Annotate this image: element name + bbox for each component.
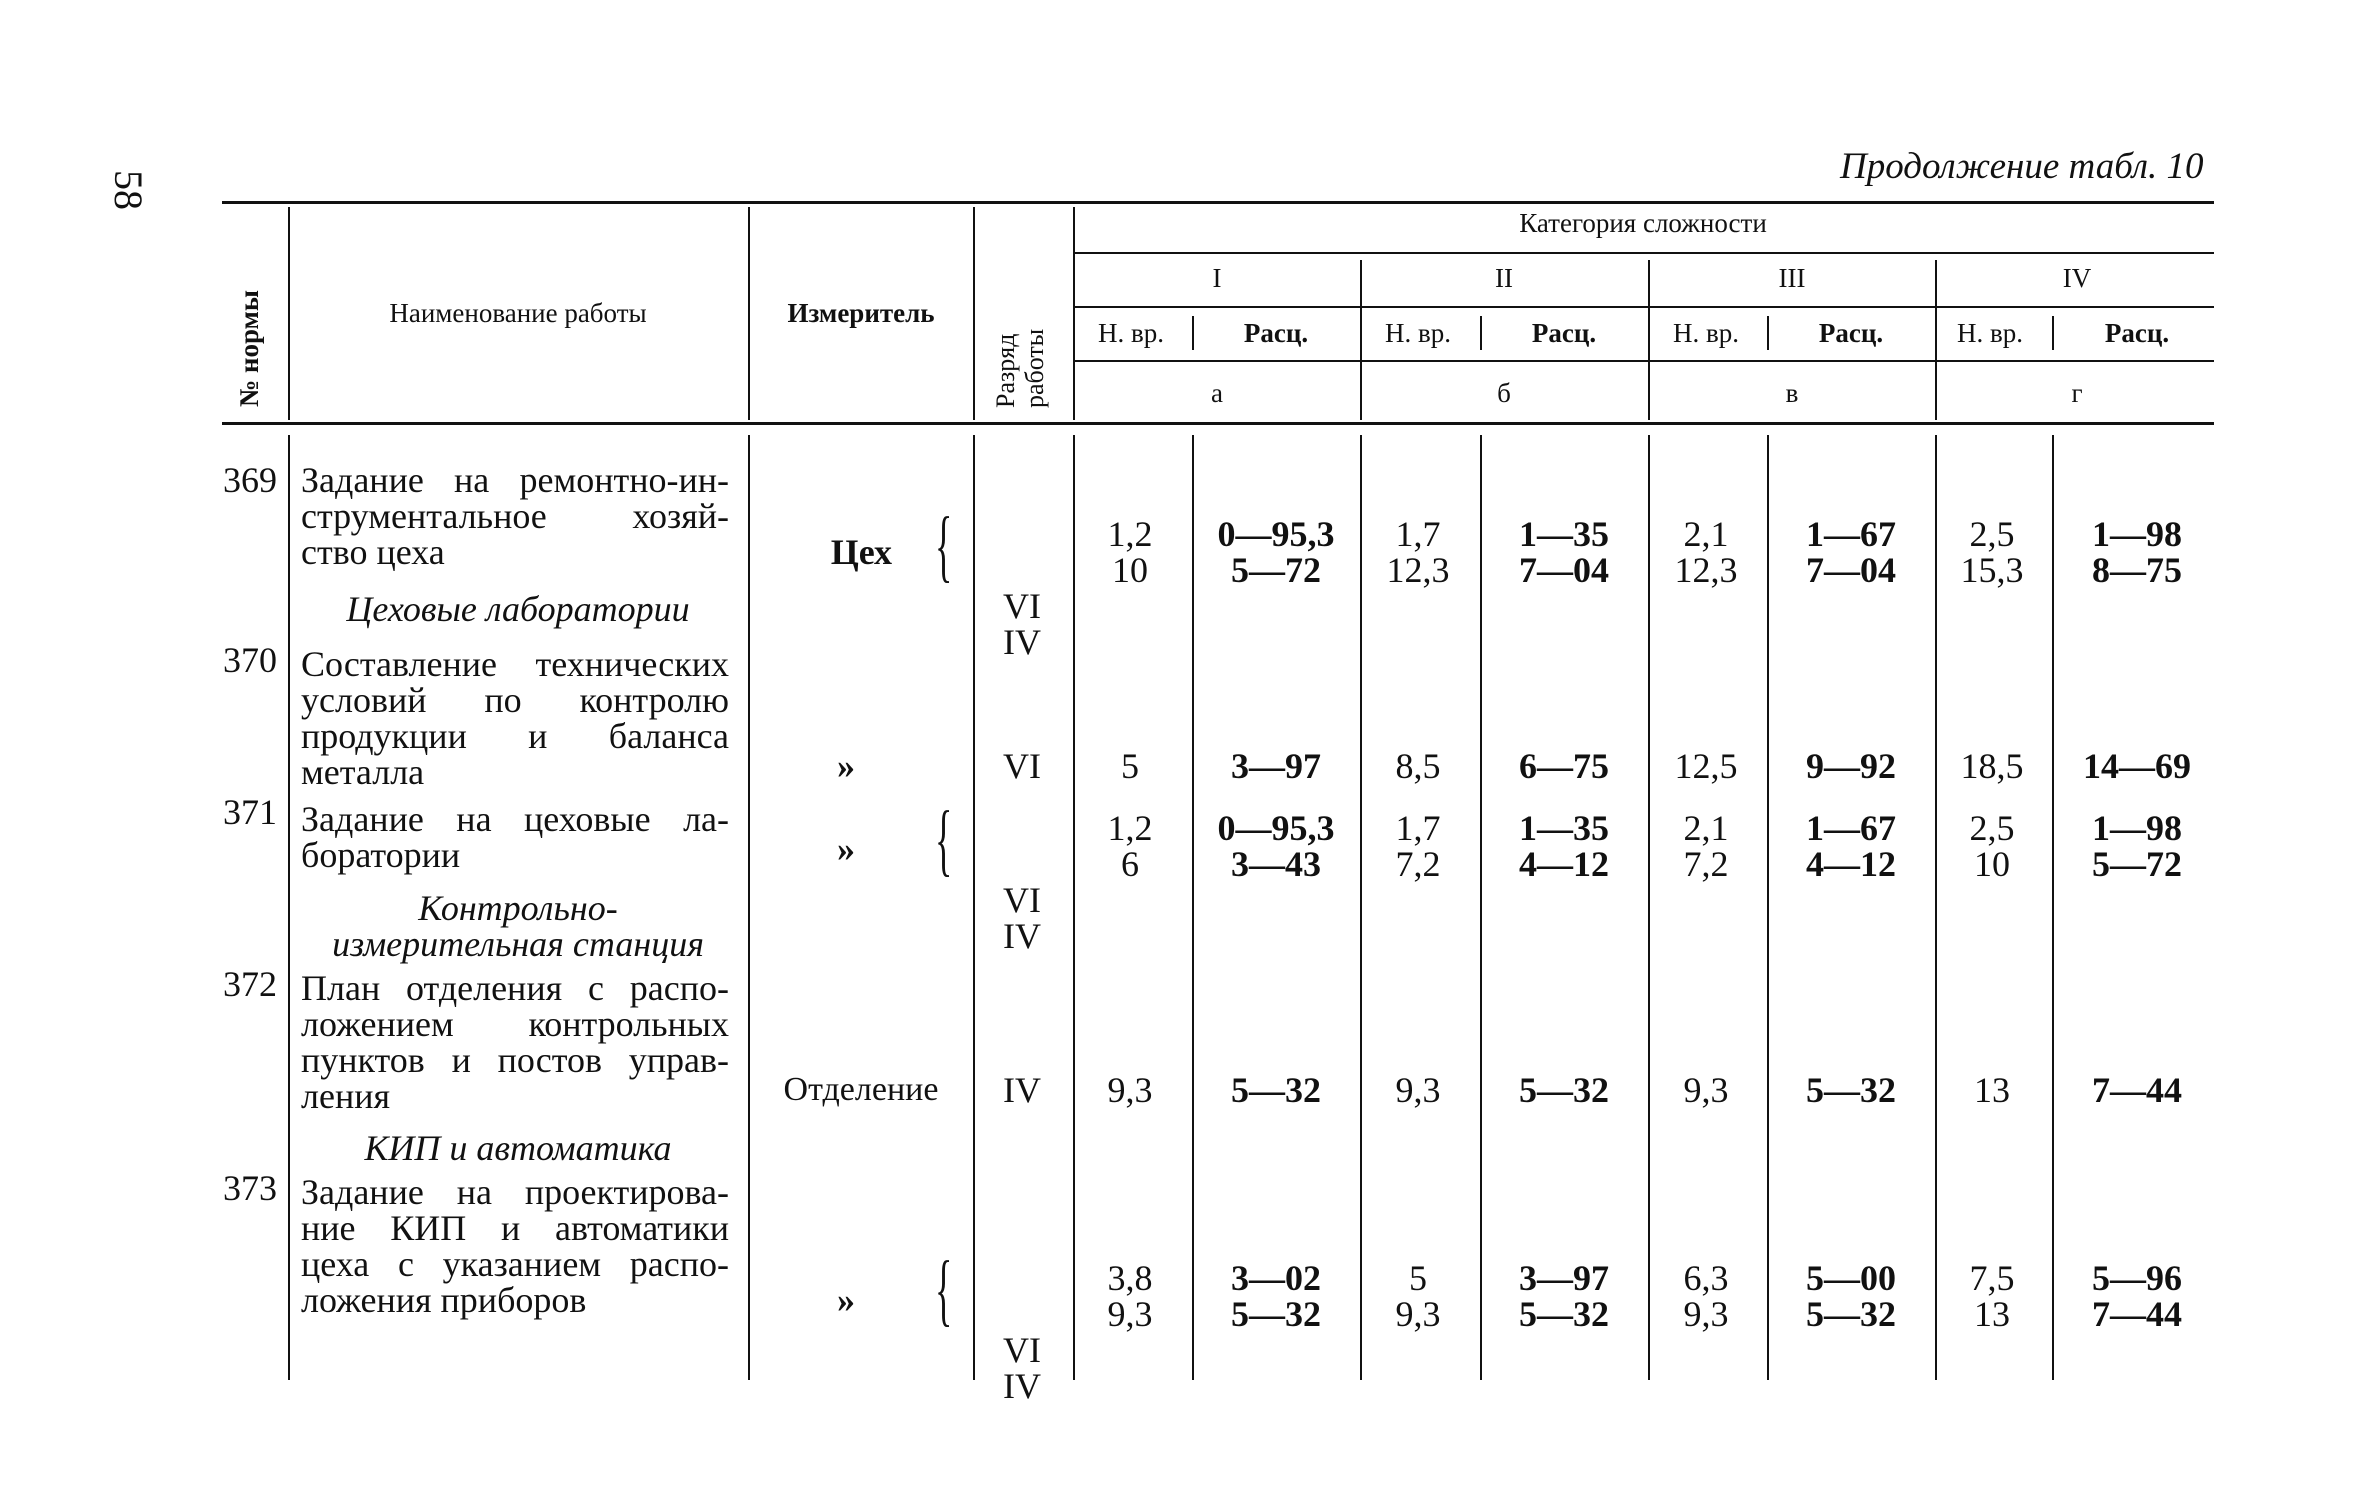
table-continuation-caption: Продолжение табл. 10 [1840,146,2204,187]
row-370-unit: » [837,746,855,786]
row-370-rate-a: 3—97 [1231,746,1321,786]
row-369-time-a: 1,2 10 [1107,514,1153,590]
row-369-rate-b: 1—35 7—04 [1519,514,1609,590]
header-divider [1073,207,1075,420]
section-heading: Цеховые лаборатории [346,589,690,629]
row-373-brace: { [935,1246,953,1334]
row-371-time-v: 2,1 7,2 [1683,808,1729,884]
row-373-rate-a: 3—02 5—32 [1231,1258,1321,1334]
row-372-time-g: 13 [1974,1070,2010,1110]
row-372-grade: IV [1003,1070,1041,1110]
row-370-rate-b: 6—75 [1519,746,1609,786]
row-371-name: Задание на цеховые ла- боратории [301,799,729,875]
section-heading: Контрольно- [418,888,618,928]
row-369-rate-v: 1—67 7—04 [1806,514,1896,590]
col-time-3: Н. вр. [1673,318,1739,348]
row-371-rate-b: 1—35 4—12 [1519,808,1609,884]
col-rate-3: Расц. [1818,318,1884,348]
category-2: II [1495,263,1513,293]
row-371-no: 371 [223,792,277,832]
row-369-rate-g: 1—98 8—75 [2092,514,2182,590]
row-369-grade: VI IV [1003,586,1041,662]
row-369-time-b: 1,7 12,3 [1386,514,1450,590]
row-372-name: План отделения с распо- ложением контрольных пунктов и постов управ- ления [301,968,729,1116]
row-369-time-v: 2,1 12,3 [1674,514,1738,590]
body-divider [1648,435,1650,1380]
row-371-grade: VI IV [1003,880,1041,956]
letter-a: а [1211,378,1223,408]
row-369-unit: Цех [830,532,892,572]
col-time-2: Н. вр. [1385,318,1451,348]
row-373-grade: VI IV [1003,1330,1041,1406]
row-370-time-v: 12,5 [1674,746,1738,786]
body-divider [1935,435,1937,1380]
body-divider [288,435,290,1380]
col-rate-1: Расц. [1243,318,1309,348]
row-373-time-a: 3,8 9,3 [1107,1258,1153,1334]
row-370-time-b: 8,5 [1395,746,1441,786]
section-heading: измерительная станция [332,924,704,964]
body-divider [748,435,750,1380]
row-370-name: Составление технических условий по контролю продукции и баланса металла [301,644,729,792]
row-371-time-g: 2,5 10 [1969,808,2015,884]
row-369-no: 369 [223,460,277,500]
row-371-rate-a: 0—95,3 3—43 [1217,808,1335,884]
body-divider [1192,435,1194,1380]
col-time-1: Н. вр. [1098,318,1164,348]
body-divider [1073,435,1075,1380]
row-370-rate-g: 14—69 [2083,746,2191,786]
row-369-time-g: 2,5 15,3 [1960,514,2024,590]
row-369-brace: { [935,502,953,590]
subheader-rule [1073,360,2214,362]
row-373-rate-v: 5—00 5—32 [1806,1258,1896,1334]
row-372-rate-v: 5—32 [1806,1070,1896,1110]
header-grade-line1: Разряд [991,333,1020,408]
subheader-separator [1480,316,1482,350]
body-divider [1767,435,1769,1380]
section-heading: КИП и автоматика [364,1128,672,1168]
header-complexity: Категория сложности [1519,208,1767,238]
category-1: I [1212,263,1222,293]
header-unit: Измеритель [787,298,935,328]
letter-v: в [1785,378,1799,408]
row-370-grade: VI [1003,746,1041,786]
category-3: III [1778,263,1806,293]
row-373-time-b: 5 9,3 [1395,1258,1441,1334]
row-373-unit: » [837,1280,855,1320]
body-divider [973,435,975,1380]
body-divider [2052,435,2054,1380]
row-369-name: Задание на ремонтно-ин- струментальное хозяй- ство цеха [301,460,729,572]
subheader-separator [1192,316,1194,350]
row-372-time-a: 9,3 [1107,1070,1153,1110]
col-time-4: Н. вр. [1957,318,2023,348]
row-373-time-g: 7,5 13 [1969,1258,2015,1334]
row-372-rate-b: 5—32 [1519,1070,1609,1110]
col-rate-2: Расц. [1531,318,1597,348]
row-372-time-b: 9,3 [1395,1070,1441,1110]
row-373-time-v: 6,3 9,3 [1683,1258,1729,1334]
header-bottom-rule [222,422,2214,425]
row-371-time-b: 1,7 7,2 [1395,808,1441,884]
col-rate-4: Расц. [2104,318,2170,348]
row-371-brace: { [935,796,953,884]
header-divider [288,207,290,420]
complexity-rule [1073,252,2214,254]
header-divider [1648,260,1650,420]
row-372-rate-a: 5—32 [1231,1070,1321,1110]
subheader-separator [2052,316,2054,350]
header-norm-no: № нормы [234,289,264,407]
row-370-no: 370 [223,640,277,680]
row-370-rate-v: 9—92 [1806,746,1896,786]
header-work-name: Наименование работы [389,298,647,328]
row-370-time-a: 5 [1121,746,1139,786]
category-4: IV [2062,263,2092,293]
row-373-rate-b: 3—97 5—32 [1519,1258,1609,1334]
row-371-rate-v: 1—67 4—12 [1806,808,1896,884]
header-grade-line2: работы [1020,328,1049,408]
row-372-rate-g: 7—44 [2092,1070,2182,1110]
row-371-time-a: 1,2 6 [1107,808,1153,884]
row-373-no: 373 [223,1168,277,1208]
row-371-rate-g: 1—98 5—72 [2092,808,2182,884]
row-373-name: Задание на проектирова- ние КИП и автоматики цеха с указанием распо- ложения приборов [301,1172,729,1320]
header-divider [748,207,750,420]
body-divider [1480,435,1482,1380]
letter-g: г [2071,378,2083,408]
row-372-no: 372 [223,964,277,1004]
row-372-unit: Отделение [783,1071,939,1108]
row-373-rate-g: 5—96 7—44 [2092,1258,2182,1334]
table-top-rule [222,201,2214,204]
row-371-unit: » [837,829,855,869]
header-divider [1935,260,1937,420]
category-rule [1073,306,2214,308]
subheader-separator [1767,316,1769,350]
header-divider [1360,260,1362,420]
row-369-rate-a: 0—95,3 5—72 [1217,514,1335,590]
row-370-time-g: 18,5 [1960,746,2024,786]
page-number: 58 [106,170,151,210]
letter-b: б [1497,378,1511,408]
body-divider [1360,435,1362,1380]
row-372-time-v: 9,3 [1683,1070,1729,1110]
header-divider [973,207,975,420]
